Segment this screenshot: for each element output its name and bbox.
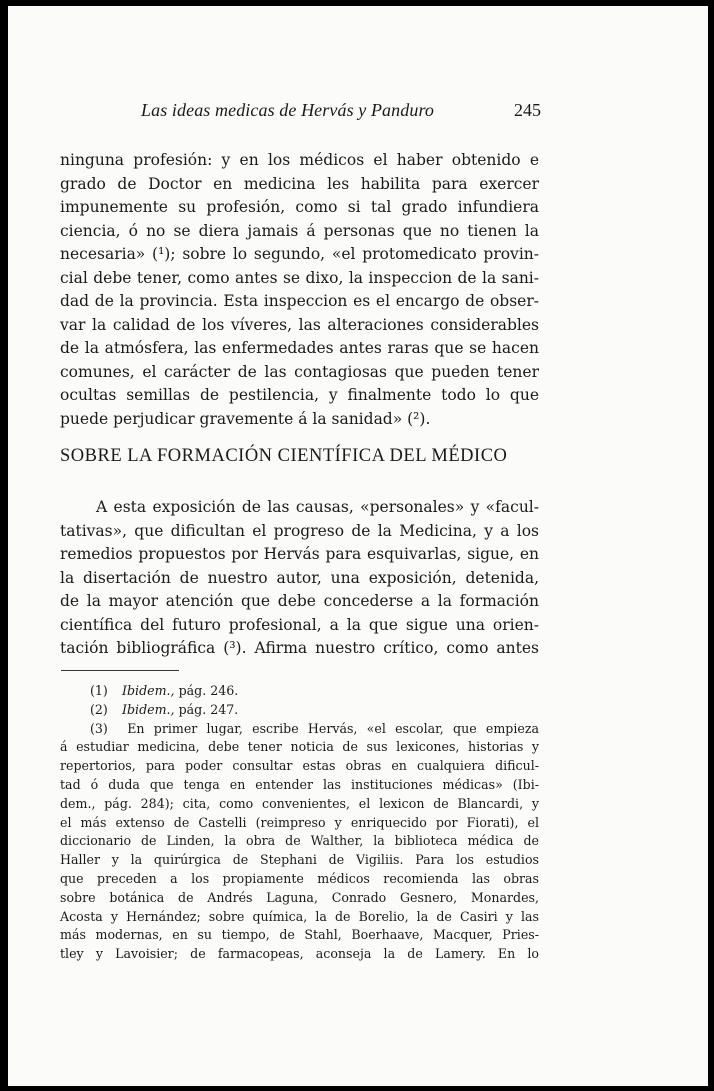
book-page [8,6,708,1086]
footnote-page: pág. 246. [178,683,239,698]
text-line: ninguna profesión: y en los médicos el haber obtenido e [60,151,539,169]
footnote-3-line: más modernas, en su tiempo, de Stahl, Boerhaave, Macquer, Pries- [60,927,539,943]
text-line: puede perjudicar gravemente á la sanidad» (²). [60,409,431,428]
text-line: científica del futuro profesional, a la que sigue una orien- [60,615,539,634]
footnote-3-line [60,720,539,739]
footnote-2 [60,701,539,720]
running-title: Las ideas medicas de Hervás y Panduro [141,100,434,120]
footnote-3-line: tad ó duda que tenga en entender las instituciones médicas» (Ibi- [60,776,539,792]
footnote-source: Ibidem., [122,701,175,717]
text-line: grado de Doctor en medicina les habilita para exercer [60,174,539,193]
footnotes [60,682,539,964]
text-line: tación bibliográfica (³). Afirma nuestro crítico, como antes [60,639,539,657]
footnote-marker: (2) [90,701,108,717]
text-line: tativas», que dificultan el progreso de la Medicina, y a los [60,521,539,540]
text-line: dad de la provincia. Esta inspeccion es el encargo de obser- [60,292,539,310]
footnote-3-line: dem., pág. 284); cita, como convenientes, el lexicon de Blancardi, y [60,795,539,811]
footnote-3-line: sobre botánica de Andrés Laguna, Conrado Gesnero, Monardes, [60,889,539,905]
text-line: A esta exposición de las causas, «personales» y «facul- [96,498,539,516]
footnote-3-line: á estudiar medicina, debe tener noticia de sus lexicones, historias y [60,739,539,755]
text-line: var la calidad de los víveres, las alteraciones considerables [60,315,539,334]
paragraph-2 [60,496,539,661]
footnote-3-line: que preceden a los propiamente médicos recomienda las obras [60,870,539,886]
footnote-separator [61,670,179,671]
footnote-3-line: repertorios, para poder consultar estas obras en cualquiera dificul- [60,758,539,774]
footnote-1 [60,682,539,701]
paragraph-1 [60,149,539,431]
text-line: necesaria» (¹); sobre lo segundo, «el protomedicato provin- [60,245,539,263]
footnote-marker: (1) [90,683,108,698]
footnote-3-line: Acosta y Hernández; sobre química, la de Borelio, la de Casiri y las [60,908,539,924]
footnote-marker: (3) [90,720,108,736]
text-line: de la atmósfera, las enfermedades antes raras que se hacen [60,339,539,357]
footnote-3-line: el más extenso de Castelli (reimpreso y enriquecido por Fiorati), el [60,814,539,830]
text-line: impunemente su profesión, como si tal grado infundiera [60,198,539,216]
page-header [141,100,541,124]
text-line: cial debe tener, como antes se dixo, la inspeccion de la sani- [60,268,539,287]
section-heading: SOBRE LA FORMACIÓN CIENTÍFICA DEL MÉDICO [60,446,508,466]
footnote-3-line: Haller y la quirúrgica de Stephani de Vigiliis. Para los estudios [60,852,539,868]
text-line: de la mayor atención que debe concederse a la formación [60,592,539,610]
footnote-3-line: tley y Lavoisier; de farmacopeas, aconseja la de Lamery. En lo [60,946,539,962]
page-number: 245 [514,100,541,120]
footnote-text: En primer lugar, escribe Hervás, «el escolar, que empieza [127,720,539,736]
footnote-3-line: diccionario de Linden, la obra de Walther, la biblioteca médica de [60,833,539,849]
text-line: ciencia, ó no se diera jamais á personas que no tienen la [60,221,539,240]
footnote-page: pág. 247. [178,701,239,717]
footnote-source: Ibidem., [122,683,175,698]
text-line: ocultas semillas de pestilencia, y finalmente todo lo que [60,386,539,404]
text-line: comunes, el carácter de las contagiosas que pueden tener [60,362,539,381]
text-line: la disertación de nuestro autor, una exposición, detenida, [60,568,539,587]
text-line: remedios propuestos por Hervás para esquivarlas, sigue, en [60,545,539,563]
